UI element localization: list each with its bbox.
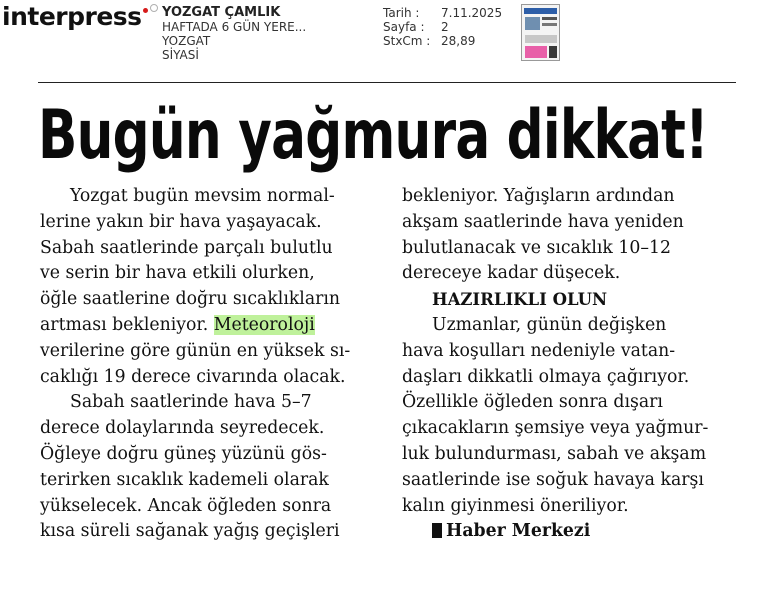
- stxcm-value: 28,89: [441, 34, 476, 48]
- text-line: daşları dikkatli olmaya çağırıyor.: [402, 366, 690, 387]
- text-line: hava koşulları nedeniyle vatan-: [402, 340, 676, 361]
- header-divider: [38, 82, 736, 83]
- text-line: Uzmanlar, günün değişken: [432, 314, 667, 335]
- page-row: [383, 20, 502, 34]
- article-signature: [402, 519, 742, 545]
- text-line: Öğleye doğru güneş yüzünü gös-: [40, 443, 327, 464]
- paragraph-2: [40, 390, 390, 545]
- text-line: akşam saatlerinde hava yeniden: [402, 211, 684, 232]
- black-square-icon: [432, 523, 442, 538]
- page-label: Sayfa :: [383, 20, 425, 34]
- text-line: yükselecek. Ancak öğleden sonra: [40, 495, 332, 516]
- publication-frequency: HAFTADA 6 GÜN YERE...: [162, 20, 307, 34]
- publication-category: SİYASİ: [162, 48, 199, 62]
- interpress-logo: [2, 2, 158, 31]
- clipping-meta: [383, 6, 502, 48]
- text-line: ve serin bir hava etkili olurken,: [40, 263, 315, 284]
- paragraph-4: [402, 313, 742, 519]
- text-line: caklığı 19 derece civarında olacak.: [40, 366, 346, 387]
- text-line: Özellikle öğleden sonra dışarı: [402, 392, 663, 413]
- text-line: kalın giyinmesi öneriliyor.: [402, 495, 629, 516]
- logo-red-dot-icon: [143, 8, 148, 13]
- headline-text: Bugün yağmura dikkat!: [38, 96, 708, 175]
- logo-text: interpress: [2, 2, 142, 31]
- publication-city: YOZGAT: [162, 34, 211, 48]
- paragraph-1: [40, 184, 390, 390]
- text-line: öğle saatlerine doğru sıcaklıkların: [40, 289, 341, 310]
- text-line: luk bulundurması, sabah ve akşam: [402, 443, 707, 464]
- text-line: Yozgat bugün mevsim normal-: [70, 186, 335, 206]
- article-subheading: HAZIRLIKLI OLUN: [432, 290, 608, 310]
- text-line: Sabah saatlerinde hava 5–7: [70, 392, 312, 413]
- article-column-2: [402, 184, 742, 545]
- text-line: bulutlanacak ve sıcaklık 10–12: [402, 237, 671, 258]
- text-line: dereceye kadar düşecek.: [402, 263, 621, 284]
- highlighted-keyword: Meteoroloji: [213, 314, 315, 335]
- page-value: 2: [441, 20, 449, 34]
- publication-name: YOZGAT ÇAMLIK: [162, 5, 281, 20]
- stxcm-label: StxCm :: [383, 34, 431, 48]
- text-fragment: artması bekleniyor.: [40, 314, 214, 335]
- text-line: Sabah saatlerinde parçalı bulutlu: [40, 237, 333, 258]
- text-line: bekleniyor. Yağışların ardından: [402, 186, 675, 206]
- text-line: verilerine göre günün en yüksek sı-: [40, 340, 351, 361]
- signature-text: Haber Merkezi: [446, 521, 591, 542]
- text-line: çıkacakların şemsiye veya yağmur-: [402, 418, 709, 439]
- page-thumbnail[interactable]: [521, 4, 560, 61]
- text-line: derece dolaylarında seyredecek.: [40, 418, 325, 439]
- stxcm-row: [383, 34, 502, 48]
- article-column-1: [40, 184, 390, 545]
- text-line: terirken sıcaklık kademeli olarak: [40, 469, 329, 490]
- registered-mark-icon: [150, 4, 158, 12]
- date-value: 7.11.2025: [441, 6, 503, 20]
- text-line: saatlerinde ise soğuk havaya karşı: [402, 469, 704, 490]
- text-line: kısa süreli sağanak yağış geçişleri: [40, 521, 340, 542]
- date-row: [383, 6, 502, 20]
- article-headline: [38, 96, 738, 176]
- publication-info: [162, 6, 306, 62]
- text-line: lerine yakın bir hava yaşayacak.: [40, 211, 322, 232]
- date-label: Tarih :: [383, 6, 420, 20]
- text-line: [40, 313, 390, 339]
- paragraph-3: [402, 184, 742, 287]
